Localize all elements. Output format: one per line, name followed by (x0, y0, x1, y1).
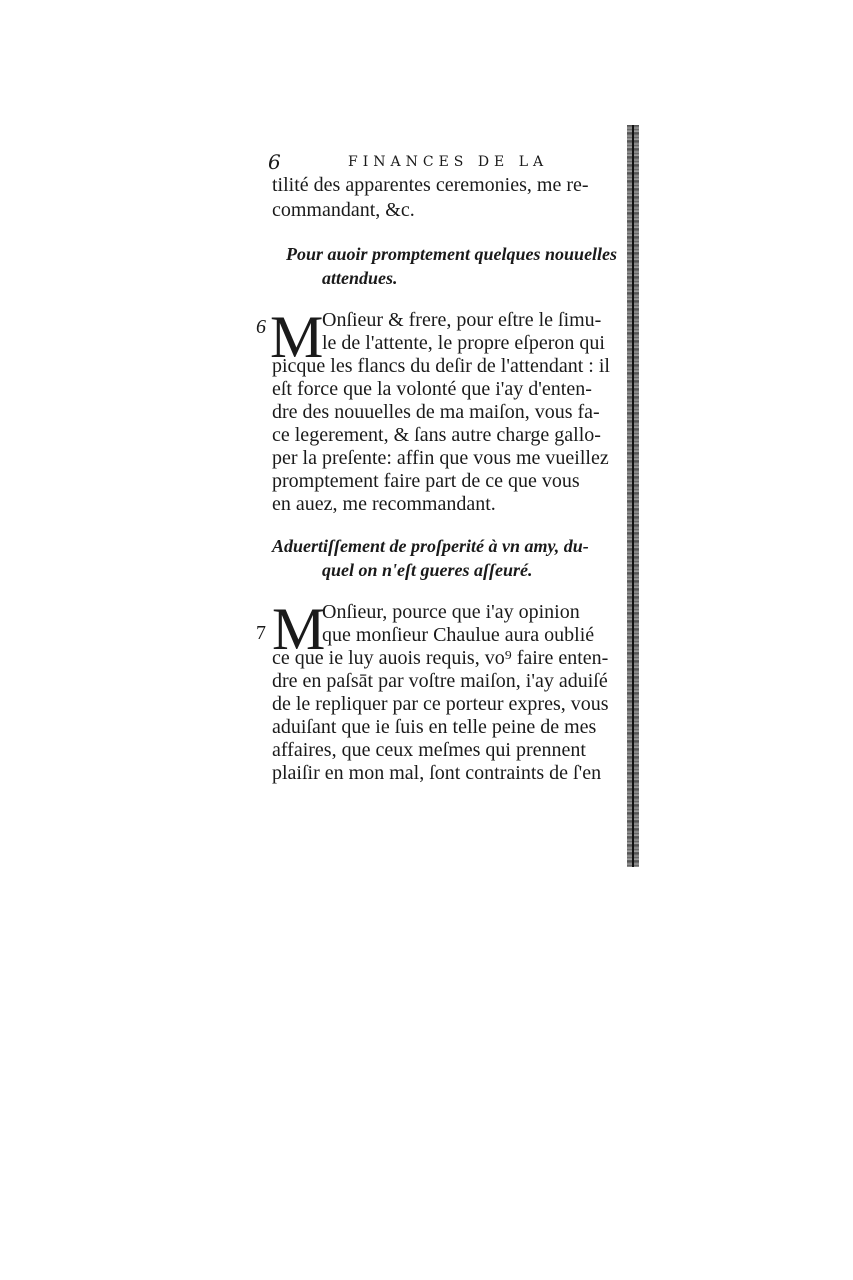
drop-cap: M (272, 596, 326, 662)
letter-heading: attendues. (322, 268, 398, 288)
page-number: 6 (268, 150, 281, 174)
page-edge-line (632, 125, 634, 867)
text-line: tilité des apparentes ceremonies, me re- (272, 174, 589, 196)
text-line: commandant, &c. (272, 199, 415, 221)
letter-number: 7 (256, 622, 266, 644)
letter-number: 6 (256, 316, 266, 338)
running-head: FINANCES DE LA (348, 154, 549, 170)
letter-heading: Aduertiſſement de proſperité à vn amy, du- (272, 536, 589, 556)
letter-heading: quel on n'eſt gueres aſſeuré. (322, 560, 533, 580)
text-line: picque les flancs du deſir de l'attendant : il (272, 355, 610, 377)
text-line: promptement faire part de ce que vous (272, 470, 580, 492)
text-line: eſt force que la volonté que i'ay d'enten- (272, 378, 592, 400)
text-line: de le repliquer par ce porteur expres, vous (272, 693, 609, 715)
text-line: aduiſant que ie ſuis en telle peine de mes (272, 716, 597, 738)
text-line: le de l'attente, le propre eſperon qui (322, 332, 605, 354)
text-line: ce que ie luy auois requis, vo⁹ faire enten- (272, 647, 609, 669)
text-line: Onſieur & frere, pour eſtre le ſimu- (322, 309, 602, 331)
text-line: Onſieur, pource que i'ay opinion (322, 601, 580, 623)
text-line: que monſieur Chaulue aura oublié (322, 624, 595, 646)
text-line: per la preſente: affin que vous me vueillez (272, 447, 609, 469)
text-line: plaiſir en mon mal, ſont contraints de ſ'en (272, 762, 602, 784)
text-line: dre en paſsāt par voſtre maiſon, i'ay aduiſé (272, 670, 608, 692)
drop-cap: M (270, 304, 324, 370)
letter-heading: Pour auoir promptement quelques nouuelles (286, 244, 618, 264)
text-line: dre des nouuelles de ma maiſon, vous fa- (272, 401, 600, 423)
text-line: affaires, que ceux meſmes qui prennent (272, 739, 586, 761)
text-line: ce legerement, & ſans autre charge gallo- (272, 424, 601, 446)
text-line: en auez, me recommandant. (272, 493, 496, 515)
